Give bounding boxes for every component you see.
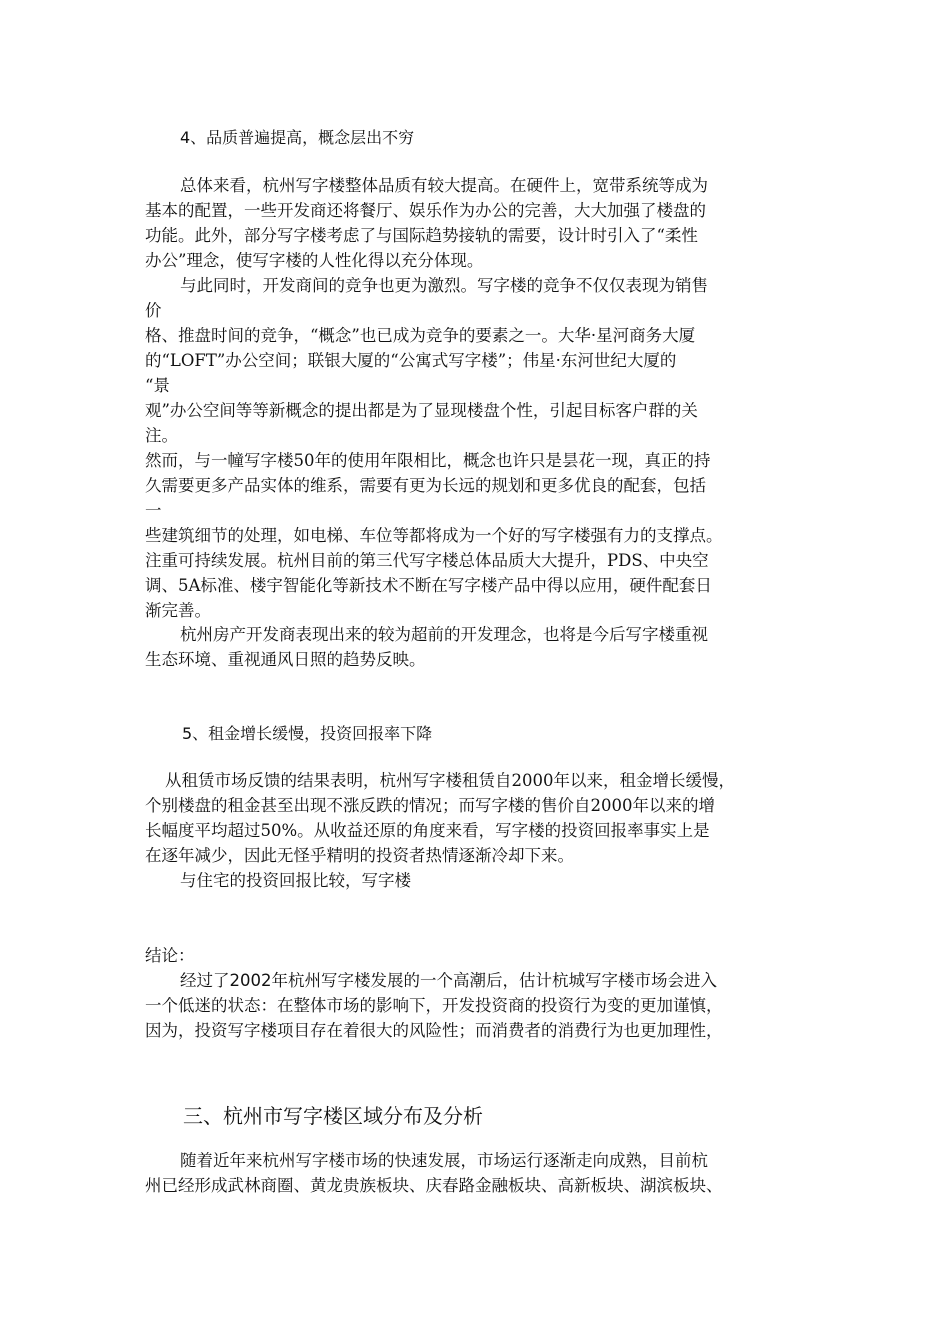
conclusion-label: 结论：: [145, 946, 195, 965]
paragraph-line: 的“LOFT”办公空间；联银大厦的“公寓式写字楼”；伟星·东河世纪大厦的: [145, 351, 677, 370]
section-heading-3: 三、杭州市写字楼区域分布及分析: [183, 1104, 483, 1128]
paragraph-line: 价: [145, 301, 162, 320]
paragraph-line: 生态环境、重视通风日照的趋势反映。: [145, 650, 426, 669]
paragraph-line: 注。: [145, 426, 178, 445]
paragraph-line: 杭州房产开发商表现出来的较为超前的开发理念，也将是今后写字楼重视: [180, 625, 708, 644]
section-heading-4: 4、品质普遍提高，概念层出不穷: [180, 128, 415, 147]
paragraph-line: 办公”理念，使写字楼的人性化得以充分体现。: [145, 251, 484, 270]
paragraph-line: 个别楼盘的租金甚至出现不涨反跌的情况；而写字楼的售价自2000年以来的增: [145, 796, 715, 815]
paragraph-line: 注重可持续发展。杭州目前的第三代写字楼总体品质大大提升，PDS、中央空: [145, 551, 709, 570]
conclusion-line: 经过了2002年杭州写字楼发展的一个高潮后，估计杭城写字楼市场会进入: [180, 971, 717, 990]
paragraph-line: 与住宅的投资回报比较，写字楼: [180, 871, 411, 890]
paragraph-line: 观”办公空间等等新概念的提出都是为了显现楼盘个性，引起目标客户群的关: [145, 401, 698, 420]
paragraph-line: 从租赁市场反馈的结果表明，杭州写字楼租赁自2000年以来，租金增长缓慢，: [165, 771, 735, 790]
paragraph-line: 州已经形成武林商圈、黄龙贵族板块、庆春路金融板块、高新板块、湖滨板块、: [145, 1176, 723, 1195]
conclusion-line: 一个低迷的状态：在整体市场的影响下，开发投资商的投资行为变的更加谨慎，: [145, 996, 723, 1015]
paragraph-line: 然而，与一幢写字楼50年的使用年限相比，概念也许只是昙花一现，真正的持: [145, 451, 711, 470]
paragraph-line: 些建筑细节的处理，如电梯、车位等都将成为一个好的写字楼强有力的支撑点。: [145, 526, 723, 545]
paragraph-line: 功能。此外，部分写字楼考虑了与国际趋势接轨的需要，设计时引入了“柔性: [145, 226, 698, 245]
paragraph-line: 久需要更多产品实体的维系，需要有更为长远的规划和更多优良的配套，包括: [145, 476, 706, 495]
paragraph-line: 随着近年来杭州写字楼市场的快速发展，市场运行逐渐走向成熟，目前杭: [180, 1151, 708, 1170]
paragraph-line: 渐完善。: [145, 601, 211, 620]
paragraph-line: 调、5A标准、楼宇智能化等新技术不断在写字楼产品中得以应用，硬件配套日: [145, 576, 712, 595]
conclusion-line: 因为，投资写字楼项目存在着很大的风险性；而消费者的消费行为也更加理性，: [145, 1021, 723, 1040]
paragraph-line: 总体来看，杭州写字楼整体品质有较大提高。在硬件上，宽带系统等成为: [180, 176, 708, 195]
paragraph-line: 格、推盘时间的竞争，“概念”也已成为竞争的要素之一。大华·星河商务大厦: [145, 326, 696, 345]
paragraph-line: 基本的配置，一些开发商还将餐厅、娱乐作为办公的完善，大大加强了楼盘的: [145, 201, 706, 220]
paragraph-line: 与此同时，开发商间的竞争也更为激烈。写字楼的竞争不仅仅表现为销售: [180, 276, 708, 295]
section-heading-5: 5、租金增长缓慢，投资回报率下降: [182, 724, 433, 743]
paragraph-line: 在逐年减少，因此无怪乎精明的投资者热情逐渐冷却下来。: [145, 846, 574, 865]
paragraph-line: “景: [145, 376, 170, 395]
paragraph-line: 长幅度平均超过50%。从收益还原的角度来看，写字楼的投资回报率事实上是: [145, 821, 710, 840]
paragraph-line: 一: [145, 501, 162, 520]
